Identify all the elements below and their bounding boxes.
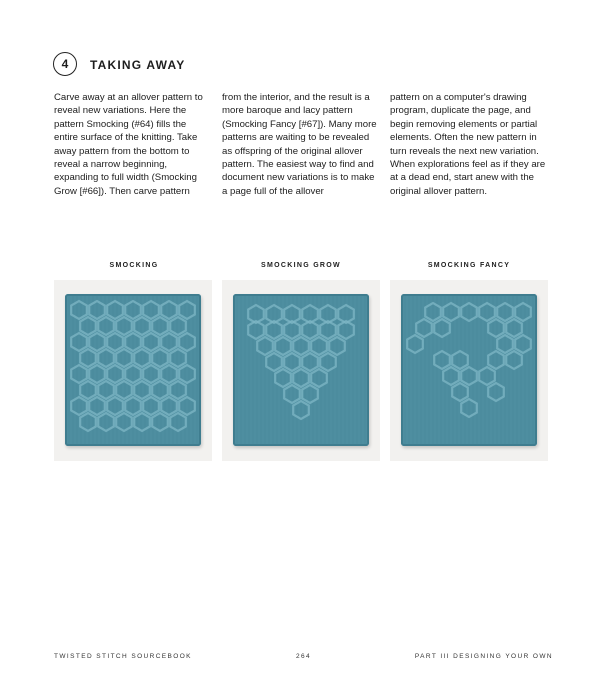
footer-book-title: TWISTED STITCH SOURCEBOOK [54,653,192,660]
photo-smocking [54,280,212,461]
photo-smocking-grow [222,280,380,461]
photo-smocking-fancy [390,280,548,461]
footer-page-number: 264 [296,653,312,660]
section-title: TAKING AWAY [90,58,186,72]
body-column-3: pattern on a computer's drawing program, duplicate the page, and begin removing elements or partial elements. Often the new pattern in turn reveals the next new variation. When explorations feel as if they are at a dead end, start anew with the original allover pattern. [390,92,546,197]
footer-part-title: PART III DESIGNING YOUR OWN [414,653,553,660]
smocking-grow-swatch [233,294,369,446]
smocking-fancy-swatch [401,294,537,446]
body-column-1: Carve away at an allover pattern to reveal new variations. Here the pattern Smocking (#64) fills the entire surface of the knitting. Take away pattern from the bottom to reveal a narrow beginning, expanding to full width (Smocking Grow [#66]). Then carve pattern [54,92,203,197]
caption-smocking-grow: SMOCKING GROW [261,262,341,269]
caption-smocking: SMOCKING [109,262,159,269]
smocking-swatch [65,294,201,446]
section-number-badge: 4 [53,52,77,76]
caption-smocking-fancy: SMOCKING FANCY [427,262,511,269]
body-column-2: from the interior, and the result is a more baroque and lacy pattern (Smocking Fancy [#67]). Many more patterns are waiting to be revealed as offspring of the original allover pattern. The easiest way to find and document new variations is to make a page full of the allover [222,92,377,197]
